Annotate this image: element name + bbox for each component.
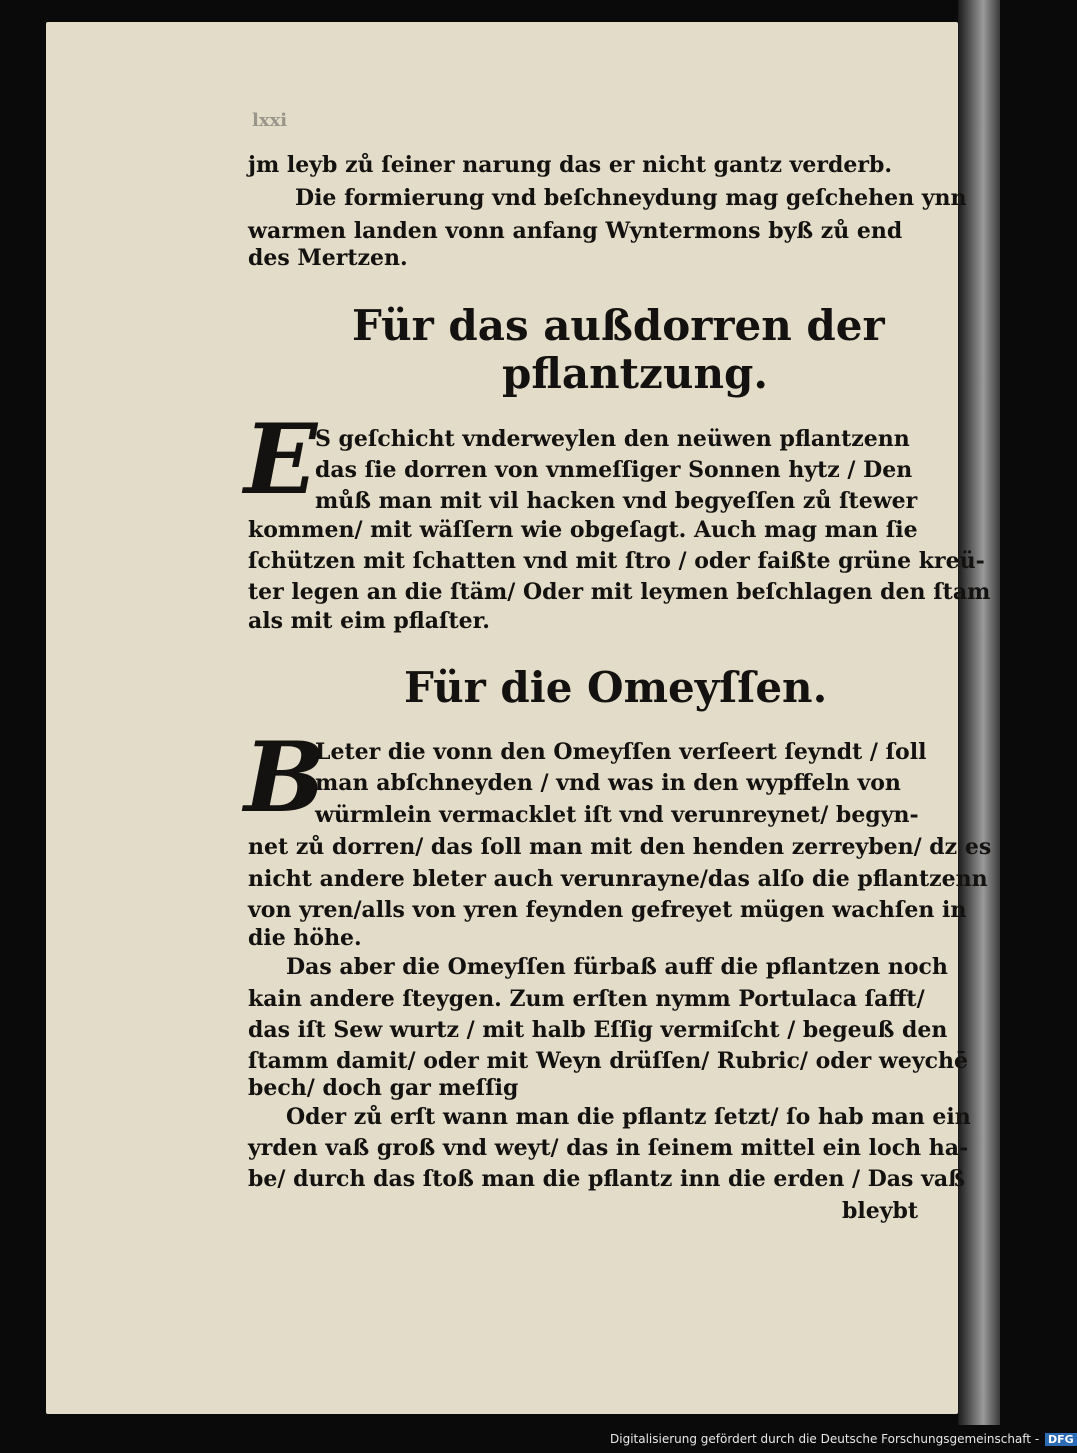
text-line: als mit eim pflaſter.	[248, 608, 490, 634]
text-line: be/ durch das ſtoß man die pflantz inn die erden / Das vaß	[248, 1166, 965, 1192]
text-line: můß man mit vil hacken vnd begyeſſen zů ſtewer	[315, 488, 918, 514]
initial-letter: E	[244, 403, 318, 516]
text-line: ſchützen mit ſchatten vnd mit ſtro / oder faißte grüne kreü-	[248, 548, 985, 574]
text-line: warmen landen vonn anfang Wyntermons byß zů end	[248, 218, 903, 244]
folio-number: lxxi	[252, 110, 288, 131]
catchword: bleybt	[842, 1198, 919, 1224]
heading-ants: Für die Omeyſſen.	[404, 663, 828, 712]
heading-drying-cont: pflantzung.	[502, 349, 768, 398]
text-line: net zů dorren/ das ſoll man mit den henden zerreyben/ dz es	[248, 834, 992, 860]
dfg-logo: DFG	[1045, 1433, 1077, 1446]
text-line: das iſt Sew wurtz / mit halb Eſſig vermiſcht / begeuß den	[248, 1017, 948, 1043]
text-line: ter legen an die ſtäm/ Oder mit leymen beſchlagen den ſtam	[248, 579, 991, 605]
heading-drying: Für das außdorren der	[352, 301, 885, 350]
text-line: kommen/ mit wäſſern wie obgeſagt. Auch mag man ſie	[248, 517, 918, 543]
text-line: von yren/alls von yren feynden gefreyet mügen wachſen in	[248, 897, 967, 923]
text-line: Leter die vonn den Omeyſſen verſeert ſeyndt / ſoll	[315, 739, 927, 765]
text-line: Oder zů erſt wann man die pflantz ſetzt/ ſo hab man ein	[286, 1104, 971, 1130]
text-line: yrden vaß groß vnd weyt/ das in ſeinem mittel ein loch ha-	[248, 1135, 969, 1161]
text-line: ſtamm damit/ oder mit Weyn drüſſen/ Rubric/ oder weychē	[248, 1048, 969, 1074]
text-line: des Mertzen.	[248, 245, 408, 271]
text-line: S geſchicht vnderweylen den neüwen pflantzenn	[315, 426, 910, 452]
text-line: bech/ doch gar meſſig	[248, 1075, 519, 1101]
text-line: jm leyb zů ſeiner narung das er nicht gantz verderb.	[248, 152, 892, 178]
text-line: nicht andere bleter auch verunrayne/das alſo die pflantzenn	[248, 866, 988, 892]
credit-text: Digitalisierung gefördert durch die Deutsche Forschungsgemeinschaft -	[610, 1432, 1040, 1446]
text-line: das ſie dorren von vnmeſſiger Sonnen hytz / Den	[315, 457, 913, 483]
text-line: Das aber die Omeyſſen fürbaß auff die pflantzen noch	[286, 954, 948, 980]
digitization-credit	[610, 1432, 1077, 1446]
text-line: kain andere ſteygen. Zum erſten nymm Portulaca ſafft/	[248, 986, 925, 1012]
initial-letter: B	[244, 721, 326, 834]
page-edge	[958, 0, 1000, 1425]
text-line: die höhe.	[248, 925, 362, 951]
text-line: man abſchneyden / vnd was in den wypffeln von	[315, 770, 901, 796]
text-line: würmlein vermacklet iſt vnd verunreynet/ begyn-	[315, 802, 919, 828]
text-line: Die formierung vnd beſchneydung mag geſchehen ynn	[295, 185, 967, 211]
